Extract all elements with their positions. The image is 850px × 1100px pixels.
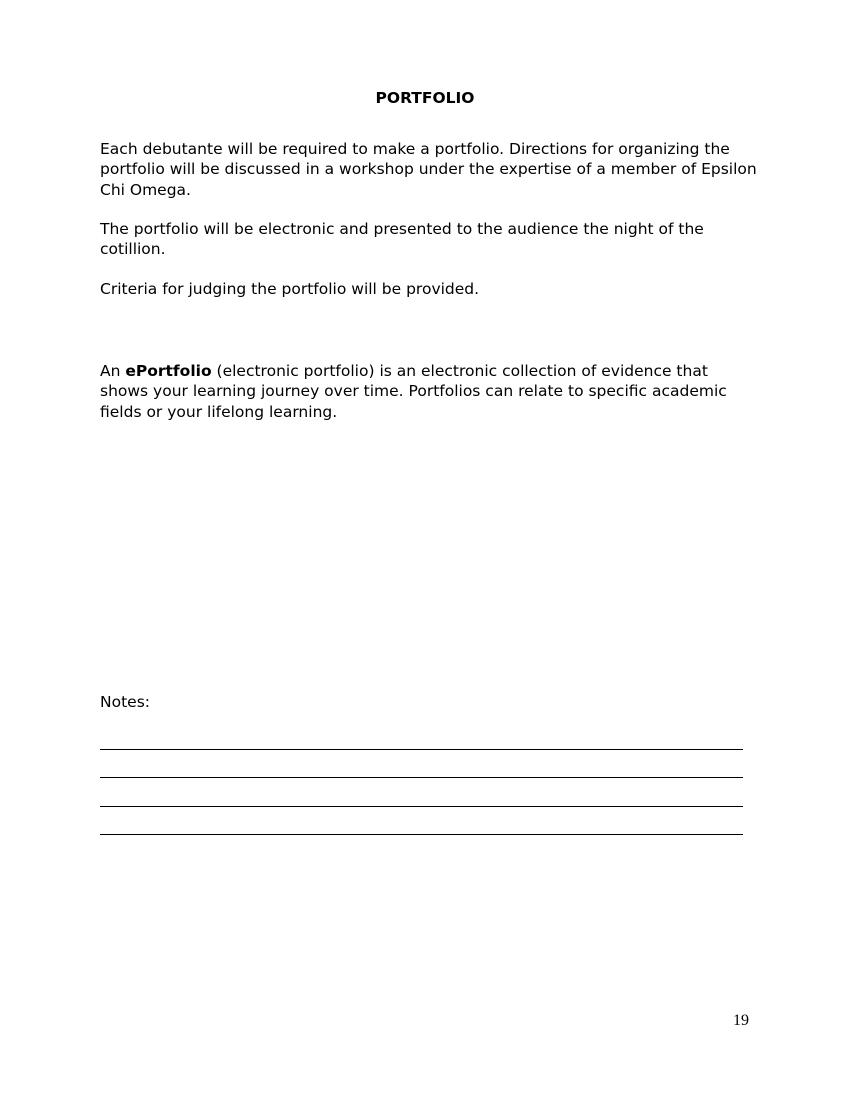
notes-line xyxy=(100,806,743,807)
paragraph-portfolio-requirement: Each debutante will be required to make a portfolio. Directions for organizing the portfolio will be discussed in a workshop under the expertise of a member of Epsilon Chi Omega. xyxy=(100,140,757,199)
notes-line xyxy=(100,777,743,778)
eportfolio-lead: An xyxy=(100,362,126,380)
paragraph-judging-criteria: Criteria for judging the portfolio will be provided. xyxy=(100,280,480,298)
eportfolio-description: (electronic portfolio) is an electronic collection of evidence that shows your learning journey over time. Portfolios can relate to specific academic fields or your lifelong learning. xyxy=(100,362,727,421)
notes-line xyxy=(100,749,743,750)
paragraph-eportfolio-definition xyxy=(100,361,760,422)
notes-line xyxy=(100,834,743,835)
page-number: 19 xyxy=(733,1012,749,1029)
page-title: PORTFOLIO xyxy=(375,89,475,107)
paragraph-electronic-presentation: The portfolio will be electronic and presented to the audience the night of the cotillion. xyxy=(100,220,704,259)
eportfolio-term: ePortfolio xyxy=(125,362,212,380)
notes-label: Notes: xyxy=(100,693,150,711)
